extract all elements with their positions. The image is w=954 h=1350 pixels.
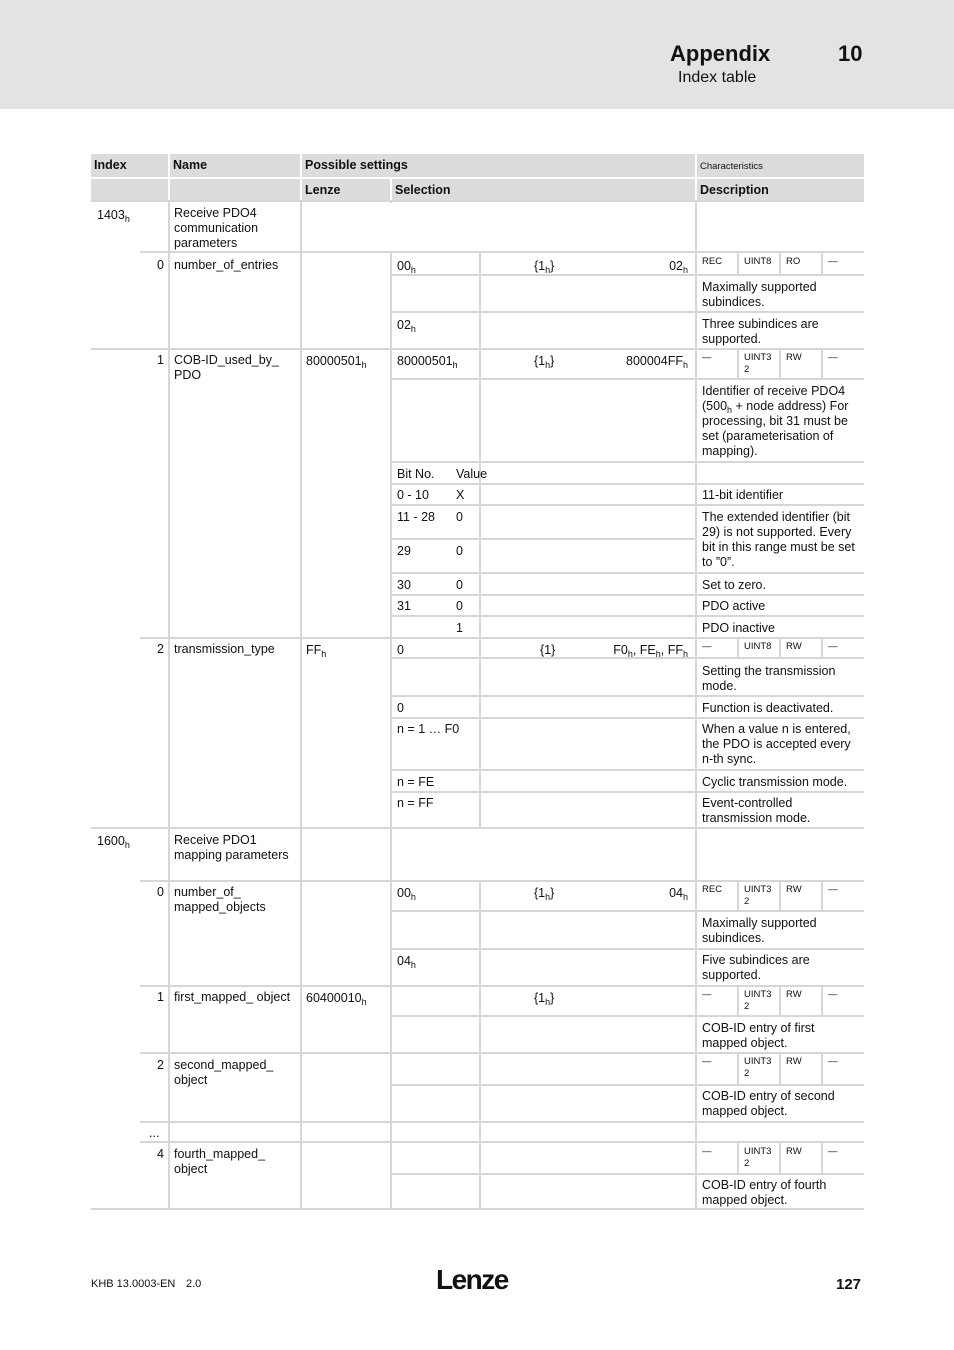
cell-text: 04 bbox=[669, 886, 683, 900]
cell-text: Event-controlled transmission mode. bbox=[702, 796, 811, 825]
table-cell bbox=[171, 1144, 301, 1178]
cell-text: 00 bbox=[397, 259, 411, 273]
table-cell bbox=[453, 464, 513, 484]
cell-text: Value bbox=[456, 467, 488, 481]
table-cell bbox=[171, 203, 301, 253]
table-cell bbox=[141, 882, 167, 902]
cell-text: number_of_entries bbox=[174, 258, 279, 272]
cell-text: 1600 bbox=[97, 834, 125, 848]
cell-text: RW bbox=[786, 1056, 802, 1067]
table-cell bbox=[699, 575, 865, 595]
cell-text: — bbox=[828, 352, 838, 363]
cell-text: — bbox=[828, 884, 838, 895]
cell-text: COB-ID entry of fourth mapped object. bbox=[702, 1178, 827, 1207]
cell-text: — bbox=[828, 989, 838, 1000]
grid-line bbox=[390, 378, 864, 380]
col-header-possible-settings: Possible settings bbox=[302, 154, 695, 177]
table-cell bbox=[699, 661, 865, 695]
cell-text: — bbox=[702, 641, 712, 652]
cell-text: RO bbox=[786, 256, 801, 267]
table-cell bbox=[146, 1123, 170, 1143]
table-cell bbox=[783, 254, 823, 274]
cell-subscript: h bbox=[682, 360, 688, 370]
doc-code: KHB 13.0003-EN bbox=[91, 1278, 176, 1290]
cell-text: 11 - 28 bbox=[397, 510, 435, 524]
table-cell bbox=[825, 1144, 863, 1164]
cell-text: n = 1 … F0 bbox=[397, 722, 460, 736]
col-header-characteristics: Characteristics bbox=[697, 154, 864, 177]
cell-text: 0 bbox=[397, 701, 404, 715]
cell-text: — bbox=[702, 352, 712, 363]
cell-text: {1 bbox=[534, 886, 546, 900]
cell-text: 0 bbox=[456, 510, 463, 524]
table-cell bbox=[394, 883, 474, 903]
cell-subscript: h bbox=[682, 892, 688, 902]
cell-text: {1 bbox=[534, 259, 546, 273]
grid-line bbox=[390, 538, 695, 540]
cell-text: Receive PDO1 mapping parameters bbox=[174, 833, 289, 862]
cell-text: second_mapped_ object bbox=[174, 1058, 274, 1087]
table-cell bbox=[783, 350, 823, 370]
table-cell bbox=[741, 1054, 781, 1082]
table-cell bbox=[825, 350, 863, 370]
table-cell bbox=[699, 1054, 739, 1074]
table-cell bbox=[699, 950, 865, 984]
table-cell bbox=[394, 596, 454, 616]
table-cell bbox=[394, 541, 454, 561]
cell-subscript: h bbox=[727, 405, 733, 415]
cell-text: — bbox=[828, 256, 838, 267]
grid-line bbox=[390, 251, 392, 1210]
cell-text: {1 bbox=[534, 991, 546, 1005]
cell-text: REC bbox=[702, 256, 723, 267]
table-cell bbox=[394, 256, 474, 276]
table-cell bbox=[171, 882, 301, 916]
grid-line bbox=[390, 910, 864, 912]
cell-text: RW bbox=[786, 352, 802, 363]
table-cell bbox=[611, 883, 691, 903]
table-cell bbox=[453, 618, 513, 638]
table-cell bbox=[394, 951, 474, 971]
grid-line bbox=[390, 572, 864, 574]
table-cell bbox=[394, 485, 454, 505]
cell-subscript: h bbox=[545, 892, 551, 902]
table-cell bbox=[141, 639, 167, 659]
table-cell bbox=[699, 485, 865, 505]
grid-line bbox=[140, 1141, 864, 1143]
grid-line bbox=[91, 200, 864, 202]
cell-text: } bbox=[550, 354, 555, 368]
col-header-description: Description bbox=[697, 179, 864, 200]
table-cell bbox=[825, 882, 863, 902]
cell-text: 1403 bbox=[97, 208, 125, 222]
table-cell bbox=[825, 1054, 863, 1074]
table-cell bbox=[303, 351, 391, 371]
cell-text: 0 bbox=[157, 885, 164, 899]
cell-subscript: h bbox=[410, 892, 416, 902]
cell-text: , FE bbox=[632, 643, 656, 657]
cell-subscript: h bbox=[627, 649, 633, 659]
table-cell bbox=[699, 1175, 865, 1209]
table-cell bbox=[453, 507, 513, 527]
table-cell bbox=[699, 618, 865, 638]
table-cell bbox=[394, 507, 454, 527]
cell-text: 4 bbox=[157, 1147, 164, 1161]
col-header-name: Name bbox=[170, 154, 300, 177]
cell-text: {1} bbox=[540, 643, 556, 657]
cell-text: 1 bbox=[157, 353, 164, 367]
cell-text: 2 bbox=[157, 642, 164, 656]
cell-text: 80000501 bbox=[397, 354, 453, 368]
cell-text: COB-ID_used_by_ PDO bbox=[174, 353, 279, 382]
section-subtitle: Index table bbox=[678, 69, 757, 86]
cell-text: UINT3 2 bbox=[744, 884, 772, 907]
cell-text: 1 bbox=[456, 621, 463, 635]
grid-line bbox=[140, 1121, 864, 1123]
page-number: 127 bbox=[836, 1276, 862, 1293]
cell-text: 80000501 bbox=[306, 354, 362, 368]
cell-text: COB-ID entry of first mapped object. bbox=[702, 1021, 815, 1050]
table-cell bbox=[394, 464, 454, 484]
cell-text: 0 bbox=[157, 258, 164, 272]
cell-text: — bbox=[828, 1056, 838, 1067]
table-cell bbox=[741, 254, 781, 274]
table-cell bbox=[94, 831, 169, 851]
table-cell bbox=[741, 882, 781, 910]
table-cell bbox=[783, 882, 823, 902]
cell-text: n = FF bbox=[397, 796, 434, 810]
cell-text: UINT3 2 bbox=[744, 352, 772, 375]
cell-text: REC bbox=[702, 884, 723, 895]
cell-text: COB-ID entry of second mapped object. bbox=[702, 1089, 835, 1118]
table-cell bbox=[453, 541, 513, 561]
table-cell bbox=[453, 485, 513, 505]
cell-text: Maximally supported subindices. bbox=[702, 916, 817, 945]
table-cell bbox=[783, 987, 823, 1007]
table-cell bbox=[171, 255, 301, 275]
table-cell bbox=[394, 640, 454, 660]
table-cell bbox=[394, 575, 454, 595]
cell-text: + node address) For processing, bit 31 must be set (parameterisation of mapping). bbox=[702, 399, 849, 458]
table-cell bbox=[394, 351, 484, 371]
cell-text: Bit No. bbox=[397, 467, 435, 481]
table-cell bbox=[699, 772, 865, 792]
table-cell bbox=[601, 351, 691, 371]
grid-line bbox=[479, 251, 481, 829]
cell-text: 00 bbox=[397, 886, 411, 900]
table-cell bbox=[741, 350, 781, 378]
table-cell bbox=[699, 1086, 865, 1120]
cell-text: 31 bbox=[397, 599, 411, 613]
table-cell bbox=[531, 988, 591, 1008]
chapter-title: Appendix bbox=[670, 41, 771, 66]
col-header-selection: Selection bbox=[392, 179, 695, 200]
cell-subscript: h bbox=[361, 997, 367, 1007]
cell-text: Three subindices are supported. bbox=[702, 317, 819, 346]
cell-text: 0 bbox=[397, 643, 404, 657]
table-cell bbox=[394, 719, 514, 739]
table-cell bbox=[141, 255, 167, 275]
cell-text: 0 bbox=[456, 544, 463, 558]
cell-text: 60400010 bbox=[306, 991, 362, 1005]
page-header bbox=[0, 0, 954, 109]
table-cell bbox=[699, 1018, 865, 1052]
table-cell bbox=[394, 315, 474, 335]
table-cell bbox=[783, 1144, 823, 1164]
grid-line bbox=[479, 882, 481, 1210]
cell-text: number_of_ mapped_objects bbox=[174, 885, 266, 914]
grid-line bbox=[390, 311, 864, 313]
table-cell bbox=[453, 575, 513, 595]
table-cell bbox=[699, 719, 865, 769]
cell-text: first_mapped_ object bbox=[174, 990, 291, 1004]
cell-text: FF bbox=[306, 643, 322, 657]
table-cell bbox=[171, 639, 301, 659]
table-cell bbox=[141, 1144, 167, 1164]
cell-subscript: h bbox=[321, 649, 327, 659]
cell-text: X bbox=[456, 488, 465, 502]
table-cell bbox=[783, 1054, 823, 1074]
index-table bbox=[91, 154, 864, 1210]
table-cell bbox=[699, 350, 739, 370]
table-cell bbox=[741, 987, 781, 1015]
table-cell bbox=[741, 639, 781, 659]
cell-text: — bbox=[828, 1146, 838, 1157]
grid-line bbox=[390, 769, 864, 771]
table-cell bbox=[699, 639, 739, 659]
cell-text: Five subindices are supported. bbox=[702, 953, 810, 982]
cell-text: n = FE bbox=[397, 775, 435, 789]
cell-text: ... bbox=[149, 1126, 160, 1140]
table-cell bbox=[171, 1055, 301, 1089]
cell-subscript: h bbox=[410, 324, 416, 334]
cell-subscript: h bbox=[545, 265, 551, 275]
table-cell bbox=[699, 314, 865, 348]
cell-text: } bbox=[550, 259, 555, 273]
table-cell bbox=[171, 830, 301, 880]
cell-text: UINT3 2 bbox=[744, 1146, 772, 1169]
cell-text: 11-bit identifier bbox=[702, 488, 784, 502]
cell-text: Receive PDO4 communication parameters bbox=[174, 206, 259, 250]
cell-text: 02 bbox=[669, 259, 683, 273]
cell-text: PDO active bbox=[702, 599, 766, 613]
col-header-index: Index bbox=[91, 154, 168, 177]
cell-subscript: h bbox=[361, 360, 367, 370]
table-cell bbox=[171, 987, 301, 1021]
cell-text: 02 bbox=[397, 318, 411, 332]
cell-text: UINT3 2 bbox=[744, 1056, 772, 1079]
table-cell bbox=[699, 793, 865, 827]
cell-text: {1 bbox=[534, 354, 546, 368]
cell-text: Setting the transmission mode. bbox=[702, 664, 836, 693]
grid-line bbox=[390, 461, 864, 463]
table-cell bbox=[141, 1055, 167, 1075]
table-cell bbox=[591, 640, 691, 660]
table-cell bbox=[531, 351, 591, 371]
cell-subscript: h bbox=[655, 649, 661, 659]
cell-text: RW bbox=[786, 884, 802, 895]
table-cell bbox=[531, 883, 591, 903]
table-cell bbox=[611, 256, 691, 276]
table-cell bbox=[94, 205, 169, 225]
cell-text: 1 bbox=[157, 990, 164, 1004]
cell-text: — bbox=[702, 1146, 712, 1157]
table-cell bbox=[394, 698, 454, 718]
lenze-logo: Lenze bbox=[436, 1264, 508, 1295]
cell-text: UINT3 2 bbox=[744, 989, 772, 1012]
cell-text: 30 bbox=[397, 578, 411, 592]
table-cell bbox=[699, 1144, 739, 1164]
cell-text: UINT8 bbox=[744, 641, 772, 652]
table-cell bbox=[531, 256, 591, 276]
table-cell bbox=[141, 350, 167, 370]
grid-line bbox=[695, 200, 697, 1210]
cell-text: 0 bbox=[456, 599, 463, 613]
grid-line bbox=[168, 200, 170, 1210]
cell-text: When a value n is entered, the PDO is accepted every n-th sync. bbox=[702, 722, 851, 766]
table-cell bbox=[394, 793, 474, 813]
cell-subscript: h bbox=[410, 960, 416, 970]
table-cell bbox=[699, 254, 739, 274]
grid-line bbox=[91, 827, 864, 829]
table-cell bbox=[303, 640, 391, 660]
table-cell bbox=[699, 987, 739, 1007]
table-cell bbox=[825, 987, 863, 1007]
table-cell bbox=[783, 639, 823, 659]
cell-text: 2 bbox=[157, 1058, 164, 1072]
table-cell bbox=[699, 596, 865, 616]
cell-text: , FF bbox=[660, 643, 683, 657]
cell-text: RW bbox=[786, 989, 802, 1000]
cell-text: — bbox=[828, 641, 838, 652]
table-cell bbox=[171, 350, 301, 384]
cell-text: fourth_mapped_ object bbox=[174, 1147, 266, 1176]
cell-text: Set to zero. bbox=[702, 578, 766, 592]
cell-subscript: h bbox=[682, 649, 688, 659]
cell-text: 800004FF bbox=[626, 354, 683, 368]
grid-line bbox=[390, 695, 864, 697]
cell-text: The extended identifier (bit 29) is not supported. Every bit in this range must be set to ”0”. bbox=[702, 510, 855, 569]
cell-text: Function is deactivated. bbox=[702, 701, 834, 715]
cell-subscript: h bbox=[410, 265, 416, 275]
cell-text: 0 - 10 bbox=[397, 488, 429, 502]
table-cell bbox=[699, 507, 865, 571]
table-cell bbox=[699, 381, 865, 461]
cell-text: RW bbox=[786, 641, 802, 652]
table-cell bbox=[699, 913, 865, 947]
table-cell bbox=[699, 277, 865, 311]
cell-text: } bbox=[550, 886, 555, 900]
cell-text: Maximally supported subindices. bbox=[702, 280, 817, 309]
cell-text: Identifier of receive PDO4 (500 bbox=[702, 384, 846, 413]
cell-text: UINT8 bbox=[744, 256, 772, 267]
cell-text: PDO inactive bbox=[702, 621, 775, 635]
cell-subscript: h bbox=[545, 997, 551, 1007]
chapter-number: 10 bbox=[838, 41, 863, 66]
table-cell bbox=[141, 987, 167, 1007]
cell-subscript: h bbox=[682, 265, 688, 275]
table-cell bbox=[699, 698, 865, 718]
table-cell bbox=[699, 882, 739, 902]
table-cell bbox=[303, 988, 391, 1008]
cell-subscript: h bbox=[452, 360, 458, 370]
table-cell bbox=[394, 772, 474, 792]
doc-version: 2.0 bbox=[186, 1278, 202, 1290]
cell-text: — bbox=[702, 989, 712, 1000]
col-header-blank-2 bbox=[170, 179, 300, 200]
cell-subscript: h bbox=[545, 360, 551, 370]
table-cell bbox=[825, 639, 863, 659]
col-header-blank-1 bbox=[91, 179, 168, 200]
cell-text: RW bbox=[786, 1146, 802, 1157]
cell-text: — bbox=[702, 1056, 712, 1067]
table-cell bbox=[825, 254, 863, 274]
cell-text: Cyclic transmission mode. bbox=[702, 775, 848, 789]
grid-line bbox=[390, 1015, 864, 1017]
cell-text: } bbox=[550, 991, 555, 1005]
col-header-lenze: Lenze bbox=[302, 179, 390, 200]
cell-text: F0 bbox=[613, 643, 628, 657]
cell-subscript: h bbox=[124, 214, 130, 224]
cell-text: 04 bbox=[397, 954, 411, 968]
table-cell bbox=[537, 640, 597, 660]
cell-text: transmission_type bbox=[174, 642, 275, 656]
cell-text: 29 bbox=[397, 544, 411, 558]
table-cell bbox=[453, 596, 513, 616]
cell-text: 0 bbox=[456, 578, 463, 592]
table-cell bbox=[741, 1144, 781, 1172]
cell-subscript: h bbox=[124, 840, 130, 850]
